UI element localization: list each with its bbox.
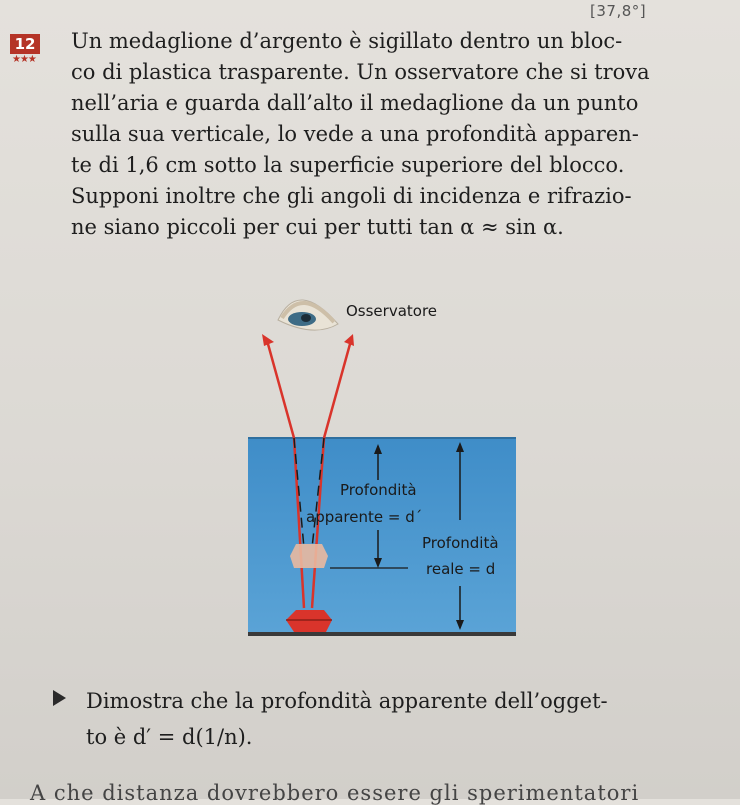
problem-line: nell’aria e guarda dall’alto il medaglione da un punto [71, 91, 639, 115]
difficulty-stars: ★★★ [12, 54, 36, 65]
problem-text [71, 26, 667, 243]
question-bullet-icon [53, 690, 66, 706]
ray-left-air [268, 344, 294, 438]
problem-line: co di plastica trasparente. Un osservatore che si trova [71, 60, 650, 84]
refraction-figure [240, 280, 530, 650]
problem-line: ne siano piccoli per cui per tutti tan α ≈ sin α. [71, 215, 564, 239]
real-depth-label: Profondità [422, 534, 499, 552]
refraction-diagram [240, 280, 530, 650]
medallion [286, 610, 332, 632]
real-depth-value: reale = d [426, 560, 496, 578]
eye-icon [278, 300, 338, 330]
ray-left-arrowhead [262, 334, 274, 346]
problem-line: Un medaglione d’argento è sigillato dentro un bloc- [71, 29, 623, 53]
apparent-image [290, 544, 328, 568]
answer-hint: [37,8°] [590, 2, 647, 20]
apparent-depth-label: Profondità [340, 481, 417, 499]
cutoff-next-text: A che distanza dovrebbero essere gli sperimentatori [30, 781, 640, 805]
question-text [86, 683, 706, 755]
question-line: to è d′ = d(1/n). [86, 725, 253, 749]
block-bottom [248, 632, 516, 636]
ray-right-air [324, 344, 350, 438]
question-line: Dimostra che la profondità apparente dell’ogget- [86, 689, 608, 713]
apparent-depth-value: apparente = d´ [306, 508, 423, 526]
problem-number-badge: 12 [10, 34, 40, 54]
problem-line: sulla sua verticale, lo vede a una profondità apparen- [71, 122, 639, 146]
problem-line: te di 1,6 cm sotto la superficie superiore del blocco. [71, 153, 625, 177]
problem-line: Supponi inoltre che gli angoli di incidenza e rifrazio- [71, 184, 632, 208]
observer-label: Osservatore [346, 302, 438, 320]
